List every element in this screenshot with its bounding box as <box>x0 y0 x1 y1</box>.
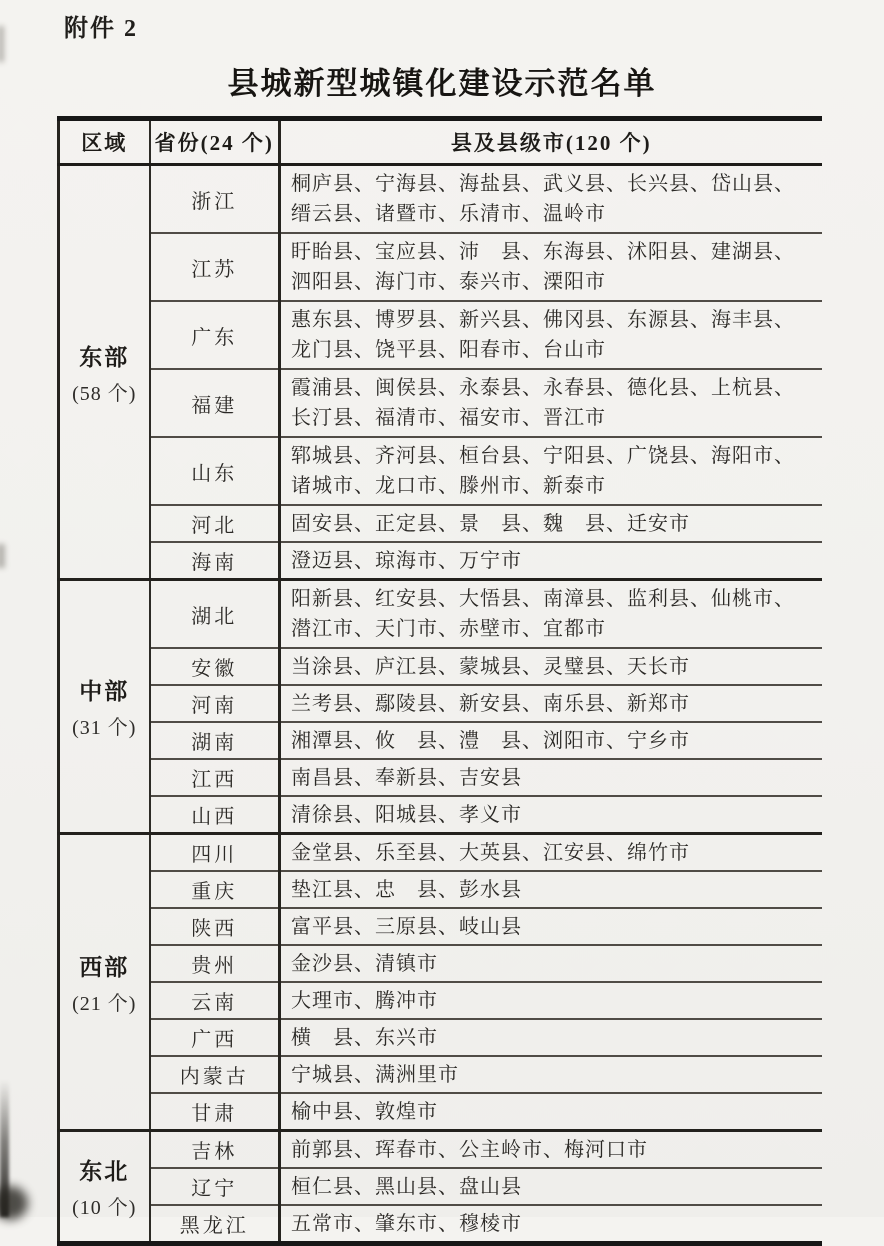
region-name: 中部 <box>79 679 130 704</box>
region-name: 西部 <box>79 954 130 980</box>
county-cell <box>280 945 822 982</box>
table-row <box>59 648 822 685</box>
region-cell <box>59 165 150 580</box>
region-count: (31 个) <box>72 717 137 739</box>
county-cell <box>280 871 822 908</box>
table-row <box>59 722 822 759</box>
county-cell <box>280 834 822 872</box>
county-line: 缙云县、诸暨市、乐清市、温岭市 <box>291 203 606 225</box>
county-line: 潜江市、天门市、赤壁市、宜都市 <box>291 618 606 640</box>
table-row <box>59 759 822 796</box>
county-line: 兰考县、鄢陵县、新安县、南乐县、新郑市 <box>291 692 690 715</box>
table-row <box>59 1093 822 1131</box>
table-row <box>59 1205 822 1244</box>
table-row <box>59 908 822 945</box>
county-line: 当涂县、庐江县、蒙城县、灵璧县、天长市 <box>291 655 690 678</box>
table-row <box>59 233 822 301</box>
table-row <box>59 369 822 437</box>
table-row <box>59 301 822 369</box>
province-cell: 山东 <box>150 437 280 505</box>
county-cell <box>280 685 822 722</box>
county-line: 榆中县、敦煌市 <box>291 1100 438 1123</box>
county-cell <box>280 233 822 301</box>
table-row <box>59 1168 822 1205</box>
county-line: 桐庐县、宁海县、海盐县、武义县、长兴县、岱山县、 <box>291 173 795 195</box>
province-cell: 广东 <box>150 301 280 369</box>
province-cell: 黑龙江 <box>150 1205 280 1244</box>
county-line: 前郭县、珲春市、公主岭市、梅河口市 <box>291 1138 648 1161</box>
scan-artifact <box>0 544 5 568</box>
province-cell: 山西 <box>150 796 280 834</box>
table-row <box>59 580 822 649</box>
province-cell: 广西 <box>150 1019 280 1056</box>
province-cell: 海南 <box>150 542 280 580</box>
region-count: (21 个) <box>72 992 137 1015</box>
province-cell: 贵州 <box>150 945 280 982</box>
province-cell: 甘肃 <box>150 1093 280 1131</box>
region-name: 东北 <box>79 1159 130 1184</box>
province-cell: 重庆 <box>150 871 280 908</box>
county-cell <box>280 759 822 796</box>
county-line: 宁城县、满洲里市 <box>291 1063 459 1086</box>
table-row <box>59 542 822 580</box>
county-line: 桓仁县、黑山县、盘山县 <box>291 1175 522 1198</box>
county-line: 长汀县、福清市、福安市、晋江市 <box>291 407 606 429</box>
county-line: 富平县、三原县、岐山县 <box>291 915 522 938</box>
region-cell <box>59 834 150 1131</box>
region-count: (10 个) <box>72 1197 137 1219</box>
province-cell: 江苏 <box>150 233 280 301</box>
county-cell <box>280 1056 822 1093</box>
table-row <box>59 871 822 908</box>
county-line: 泗阳县、海门市、泰兴市、溧阳市 <box>291 271 606 293</box>
demonstration-list-table <box>57 116 822 1246</box>
county-cell <box>280 580 822 649</box>
county-line: 盱眙县、宝应县、沛 县、东海县、沭阳县、建湖县、 <box>291 241 795 263</box>
region-cell <box>59 1131 150 1244</box>
province-cell: 江西 <box>150 759 280 796</box>
province-cell: 湖南 <box>150 722 280 759</box>
table-row <box>59 834 822 872</box>
col-header-counties: 县及县级市(120 个) <box>280 119 822 165</box>
table-row <box>59 945 822 982</box>
province-cell: 安徽 <box>150 648 280 685</box>
table-row <box>59 1019 822 1056</box>
province-cell: 四川 <box>150 834 280 872</box>
county-line: 湘潭县、攸 县、澧 县、浏阳市、宁乡市 <box>291 729 690 752</box>
region-count: (58 个) <box>72 382 137 405</box>
county-cell <box>280 1093 822 1131</box>
table-row <box>59 165 822 234</box>
table-row <box>59 437 822 505</box>
county-line: 阳新县、红安县、大悟县、南漳县、监利县、仙桃市、 <box>291 588 795 610</box>
county-line: 清徐县、阳城县、孝义市 <box>291 803 522 826</box>
county-line: 龙门县、饶平县、阳春市、台山市 <box>291 339 606 361</box>
county-cell <box>280 542 822 580</box>
page-title: 县城新型城镇化建设示范名单 <box>227 66 657 101</box>
province-cell: 河北 <box>150 505 280 542</box>
county-line: 南昌县、奉新县、吉安县 <box>291 766 522 789</box>
table-row <box>59 505 822 542</box>
county-cell <box>280 648 822 685</box>
table-row <box>59 796 822 834</box>
county-line: 固安县、正定县、景 县、魏 县、迁安市 <box>291 512 690 535</box>
province-cell: 浙江 <box>150 165 280 234</box>
col-header-region: 区域 <box>59 119 150 165</box>
county-cell <box>280 982 822 1019</box>
county-cell <box>280 1205 822 1244</box>
region-name: 东部 <box>79 344 130 370</box>
county-cell <box>280 722 822 759</box>
scan-artifact <box>0 26 4 62</box>
scan-artifact <box>0 1080 9 1217</box>
county-line: 金堂县、乐至县、大英县、江安县、绵竹市 <box>291 841 690 864</box>
county-line: 横 县、东兴市 <box>291 1026 438 1049</box>
table-row <box>59 1056 822 1093</box>
county-line: 诸城市、龙口市、滕州市、新泰市 <box>291 475 606 497</box>
province-cell: 内蒙古 <box>150 1056 280 1093</box>
county-line: 五常市、肇东市、穆棱市 <box>291 1212 522 1235</box>
county-cell <box>280 369 822 437</box>
county-line: 惠东县、博罗县、新兴县、佛冈县、东源县、海丰县、 <box>291 309 795 331</box>
county-cell <box>280 908 822 945</box>
scan-artifact <box>0 1186 28 1220</box>
county-line: 澄迈县、琼海市、万宁市 <box>291 549 522 572</box>
county-cell <box>280 301 822 369</box>
province-cell: 湖北 <box>150 580 280 649</box>
table-row <box>59 685 822 722</box>
county-cell <box>280 437 822 505</box>
province-cell: 陕西 <box>150 908 280 945</box>
table-row <box>59 982 822 1019</box>
county-line: 垫江县、忠 县、彭水县 <box>291 878 522 901</box>
county-cell <box>280 505 822 542</box>
province-cell: 福建 <box>150 369 280 437</box>
county-line: 金沙县、清镇市 <box>291 952 438 975</box>
county-cell <box>280 1131 822 1169</box>
province-cell: 云南 <box>150 982 280 1019</box>
province-cell: 辽宁 <box>150 1168 280 1205</box>
province-cell: 河南 <box>150 685 280 722</box>
county-line: 大理市、腾冲市 <box>291 989 438 1012</box>
attachment-label: 附件 2 <box>64 16 138 42</box>
region-cell <box>59 580 150 834</box>
county-line: 郓城县、齐河县、桓台县、宁阳县、广饶县、海阳市、 <box>291 445 795 467</box>
county-cell <box>280 1019 822 1056</box>
table-row <box>59 1131 822 1169</box>
county-line: 霞浦县、闽侯县、永泰县、永春县、德化县、上杭县、 <box>291 377 795 399</box>
province-cell: 吉林 <box>150 1131 280 1169</box>
col-header-province: 省份(24 个) <box>150 119 280 165</box>
county-cell <box>280 1168 822 1205</box>
county-cell <box>280 165 822 234</box>
county-cell <box>280 796 822 834</box>
table-header-row <box>59 119 822 165</box>
